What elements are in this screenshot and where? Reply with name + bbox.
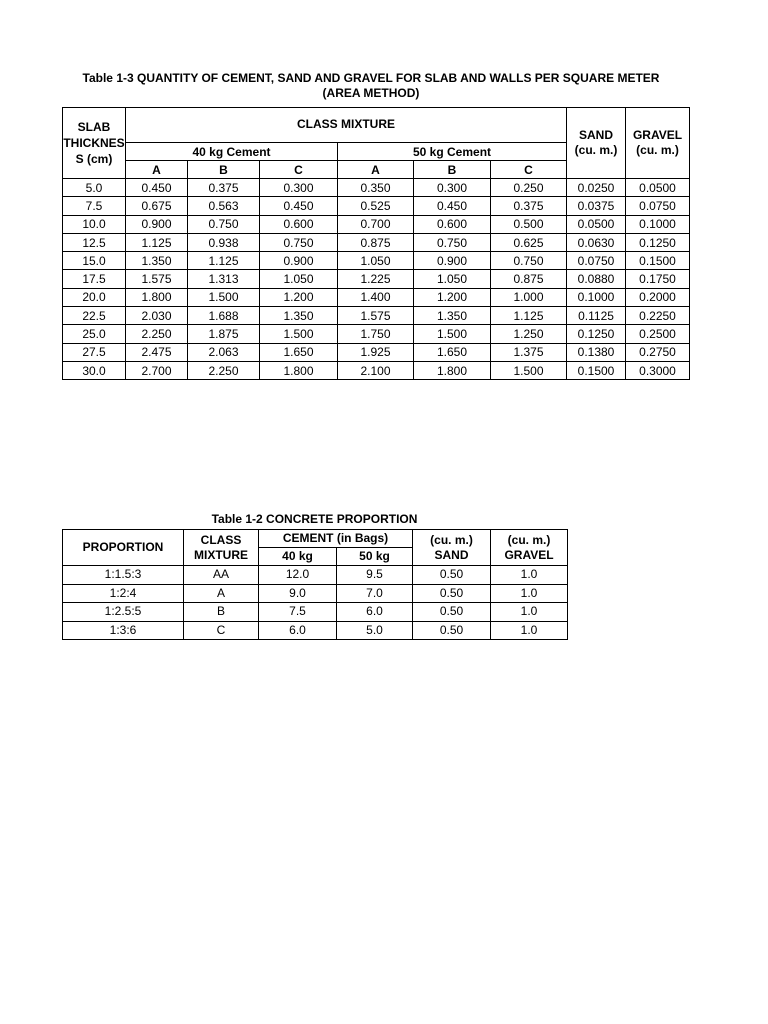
table-cell: 1.575 — [338, 307, 414, 325]
table-cell: 2.250 — [188, 361, 260, 379]
table13-title: Table 1-3 QUANTITY OF CEMENT, SAND AND GRAVEL FOR SLAB AND WALLS PER SQUARE METER (AREA METHOD) — [82, 71, 660, 100]
table-cell: 1.925 — [338, 343, 414, 361]
table-cell: 2.030 — [126, 307, 188, 325]
table-cell: 1.200 — [414, 288, 491, 306]
table-cell: 0.2250 — [626, 307, 690, 325]
table-cell: 0.2500 — [626, 325, 690, 343]
table-row — [63, 325, 690, 343]
table-cell: 0.1380 — [567, 343, 626, 361]
table-cell: 0.450 — [260, 197, 338, 215]
table-cell: 0.938 — [188, 233, 260, 251]
table-cell: 1:2.5:5 — [63, 603, 184, 622]
table-cell: 0.1500 — [626, 252, 690, 270]
table-cell: 0.1250 — [626, 233, 690, 251]
table-cell: 1.575 — [126, 270, 188, 288]
table-cell: 1.350 — [260, 307, 338, 325]
table-cell: 7.0 — [337, 584, 413, 603]
table-cell: 0.0750 — [626, 197, 690, 215]
table-cell: 1.500 — [188, 288, 260, 306]
table-cell: 0.1500 — [567, 361, 626, 379]
table13-body — [63, 179, 690, 380]
table-cell: 15.0 — [63, 252, 126, 270]
class-mixture-header: CLASS MIXTURE — [126, 108, 567, 143]
table-cell: 0.525 — [338, 197, 414, 215]
table-cell: 1.125 — [126, 233, 188, 251]
cement-50kg-header: 50 kg — [337, 548, 413, 566]
table-cell: 6.0 — [259, 621, 337, 640]
table-cell: 0.350 — [338, 179, 414, 197]
table-cell: 1.000 — [491, 288, 567, 306]
table-cell: 0.600 — [260, 215, 338, 233]
table-row — [63, 197, 690, 215]
table-cell: 0.0500 — [567, 215, 626, 233]
table12-body — [63, 566, 568, 640]
table-cell: 0.0375 — [567, 197, 626, 215]
table-cell: 5.0 — [63, 179, 126, 197]
table-cell: 17.5 — [63, 270, 126, 288]
table-row — [63, 566, 568, 585]
table-cell: 1.0 — [491, 621, 568, 640]
table-cell: 0.50 — [413, 603, 491, 622]
table-row — [63, 621, 568, 640]
table-cell: 1.750 — [338, 325, 414, 343]
table-cell: 1.650 — [414, 343, 491, 361]
table-row — [63, 603, 568, 622]
table-cell: 1.400 — [338, 288, 414, 306]
table-cell: 0.300 — [260, 179, 338, 197]
table-cell: 1.0 — [491, 603, 568, 622]
table-cell: 0.750 — [491, 252, 567, 270]
sub-header: A — [126, 161, 188, 179]
table-cell: 0.900 — [260, 252, 338, 270]
table-cell: 1.225 — [338, 270, 414, 288]
class-mixture-header: CLASS MIXTURE — [184, 530, 259, 566]
table-cell: 0.563 — [188, 197, 260, 215]
table-cell: 1.200 — [260, 288, 338, 306]
table12-title: Table 1-2 CONCRETE PROPORTION — [211, 512, 418, 526]
table-row — [63, 270, 690, 288]
table-cell: 2.063 — [188, 343, 260, 361]
table-cell: 0.450 — [126, 179, 188, 197]
table-cell: 1.125 — [188, 252, 260, 270]
table-cell: 7.5 — [63, 197, 126, 215]
table-cell: 0.1250 — [567, 325, 626, 343]
table-row — [63, 252, 690, 270]
table12 — [62, 529, 568, 640]
table-cell: AA — [184, 566, 259, 585]
table-cell: 1.050 — [414, 270, 491, 288]
table-cell: 0.675 — [126, 197, 188, 215]
table-row — [63, 233, 690, 251]
table-cell: 0.750 — [260, 233, 338, 251]
gravel-header: GRAVEL (cu. m.) — [626, 108, 690, 179]
sub-header: A — [338, 161, 414, 179]
slab-thickness-header: SLAB THICKNES S (cm) — [63, 108, 126, 179]
table-row — [63, 179, 690, 197]
table-cell: 0.900 — [126, 215, 188, 233]
table-cell: 0.875 — [491, 270, 567, 288]
table-cell: 0.0880 — [567, 270, 626, 288]
table-cell: 10.0 — [63, 215, 126, 233]
table-cell: 22.5 — [63, 307, 126, 325]
table-cell: 30.0 — [63, 361, 126, 379]
table-row — [63, 361, 690, 379]
table-cell: 1.500 — [260, 325, 338, 343]
table-cell: 0.1000 — [567, 288, 626, 306]
table-cell: 20.0 — [63, 288, 126, 306]
table-cell: 1.0 — [491, 566, 568, 585]
table-cell: 1.800 — [126, 288, 188, 306]
table-cell: B — [184, 603, 259, 622]
table-cell: 1.313 — [188, 270, 260, 288]
cement-40kg-header: 40 kg — [259, 548, 337, 566]
sub-header: B — [188, 161, 260, 179]
sub-header: C — [491, 161, 567, 179]
table-cell: 1.650 — [260, 343, 338, 361]
table-cell: 1.500 — [414, 325, 491, 343]
table-cell: 0.0630 — [567, 233, 626, 251]
table-cell: 0.500 — [491, 215, 567, 233]
cement-50kg-header: 50 kg Cement — [338, 143, 567, 161]
table-cell: 1:3:6 — [63, 621, 184, 640]
table-cell: 0.2000 — [626, 288, 690, 306]
table-cell: 0.1125 — [567, 307, 626, 325]
table-cell: 27.5 — [63, 343, 126, 361]
table-cell: 0.750 — [414, 233, 491, 251]
table-cell: 0.300 — [414, 179, 491, 197]
table-cell: 0.50 — [413, 621, 491, 640]
table-cell: 0.50 — [413, 584, 491, 603]
table-cell: 1.500 — [491, 361, 567, 379]
table-cell: 0.375 — [188, 179, 260, 197]
table-cell: 0.0250 — [567, 179, 626, 197]
table-cell: 0.750 — [188, 215, 260, 233]
gravel-header: (cu. m.) GRAVEL — [491, 530, 568, 566]
table-cell: 0.3000 — [626, 361, 690, 379]
table-cell: 1.250 — [491, 325, 567, 343]
table-cell: 0.700 — [338, 215, 414, 233]
table-cell: 1.050 — [260, 270, 338, 288]
table-cell: 0.375 — [491, 197, 567, 215]
table-cell: 0.1750 — [626, 270, 690, 288]
table-cell: 0.50 — [413, 566, 491, 585]
table-cell: 1.350 — [414, 307, 491, 325]
sand-header: SAND (cu. m.) — [567, 108, 626, 179]
cement-bags-header: CEMENT (in Bags) — [259, 530, 413, 548]
table-cell: 1.0 — [491, 584, 568, 603]
table-cell: 1.050 — [338, 252, 414, 270]
table-cell: 6.0 — [337, 603, 413, 622]
cement-40kg-header: 40 kg Cement — [126, 143, 338, 161]
table-cell: 1:1.5:3 — [63, 566, 184, 585]
table-row — [63, 288, 690, 306]
table-cell: 1:2:4 — [63, 584, 184, 603]
table-cell: 0.1000 — [626, 215, 690, 233]
table-cell: 7.5 — [259, 603, 337, 622]
table-cell: 0.0500 — [626, 179, 690, 197]
table-row — [63, 215, 690, 233]
table-cell: 5.0 — [337, 621, 413, 640]
table-cell: 1.800 — [260, 361, 338, 379]
table-cell: 2.100 — [338, 361, 414, 379]
sub-header: B — [414, 161, 491, 179]
proportion-header: PROPORTION — [63, 530, 184, 566]
table-cell: 2.700 — [126, 361, 188, 379]
table-cell: 1.375 — [491, 343, 567, 361]
table-cell: 0.625 — [491, 233, 567, 251]
table-cell: 0.0750 — [567, 252, 626, 270]
table-cell: 1.875 — [188, 325, 260, 343]
table-cell: 0.450 — [414, 197, 491, 215]
table-cell: 0.2750 — [626, 343, 690, 361]
table-cell: 1.800 — [414, 361, 491, 379]
table-row — [63, 584, 568, 603]
table-cell: 0.250 — [491, 179, 567, 197]
table-row — [63, 307, 690, 325]
table-cell: 1.125 — [491, 307, 567, 325]
table-cell: 9.0 — [259, 584, 337, 603]
table-cell: 0.875 — [338, 233, 414, 251]
table-cell: 2.250 — [126, 325, 188, 343]
table-cell: 12.5 — [63, 233, 126, 251]
table-cell: 1.688 — [188, 307, 260, 325]
table-cell: 1.350 — [126, 252, 188, 270]
table-cell: 25.0 — [63, 325, 126, 343]
table-cell: A — [184, 584, 259, 603]
table-cell: 0.900 — [414, 252, 491, 270]
sand-header: (cu. m.) SAND — [413, 530, 491, 566]
table-cell: 9.5 — [337, 566, 413, 585]
table-cell: 0.600 — [414, 215, 491, 233]
table-row — [63, 343, 690, 361]
table13 — [62, 107, 690, 380]
table-cell: 12.0 — [259, 566, 337, 585]
sub-header: C — [260, 161, 338, 179]
table-cell: C — [184, 621, 259, 640]
table-cell: 2.475 — [126, 343, 188, 361]
